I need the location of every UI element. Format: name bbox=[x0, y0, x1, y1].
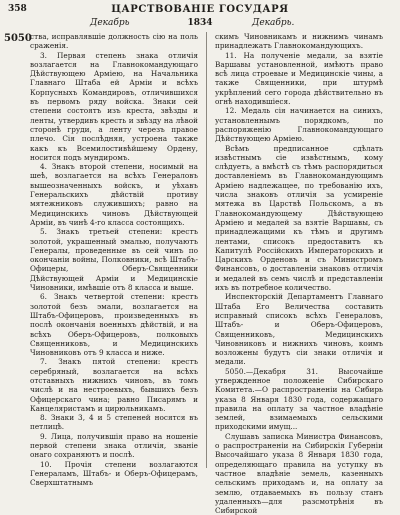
paragraph: 9. Лица, получившія право на ношеніе первой степени знака отличія, званіе онаго сохраняютъ и послѣ. bbox=[30, 431, 198, 460]
running-header bbox=[0, 4, 400, 16]
year: 1834 bbox=[187, 18, 213, 28]
paragraph: 5. Знакъ третьей степени: крестъ золотой, украшенный эмалью, получаютъ Генералы, проведенные въ сей чинъ по окончаніи войны, Полковники, всѣ Штабъ-Офицеры, Оберъ-Священники Дѣйствующей Арміи и Медицинскіе Чиновники, имѣвшіе отъ 8 класса и выше. bbox=[30, 227, 198, 293]
paragraph: Всѣмъ предписанное сдѣлать извѣстнымъ сіе извѣстнымъ, кому слѣдуетъ, а вмѣстѣ съ тѣмъ распорядиться доставленіемъ въ Главнокомандующимъ Арміею надлежащее, по требованію ихъ, числа знаковъ отличія за усмиреніе мятежа въ Царствѣ Польскомъ, а въ Главнокомандующему Дѣйствующею Арміею и медалей за взятіе Варшавы, съ принадлежащими къ тѣмъ и другимъ лентами, списокъ предоставитъ къ Капитулѣ Россійскихъ Императорскихъ и Царскихъ Орденовъ и съ Министромъ Финансовъ, о доставленіи знаковъ отличія и медалей въ семъ числѣ и представленіи ихъ въ потребное количество. bbox=[215, 143, 383, 293]
month-right: Декабрь. bbox=[252, 18, 295, 28]
paragraph: 7. Знакъ пятой степени: крестъ серебряный, возлагается на всѣхъ отставныхъ нижнихъ чиновъ, въ томъ числѣ и на нестроевыхъ, бывшихъ безъ Офицерскаго чина; равно Писарямъ и Канцеляристамъ и цирюльникамъ. bbox=[30, 357, 198, 413]
right-column bbox=[215, 32, 383, 515]
paragraph: скимъ Чиновникамъ и нижнимъ чинамъ принадлежатъ Главнокомандующихъ. bbox=[215, 32, 383, 51]
page-title: ЦАРСТВОВАНIЕ ГОСУДАРЯ bbox=[111, 4, 289, 15]
page-number: 358 bbox=[8, 4, 27, 14]
column-divider bbox=[206, 32, 207, 468]
paragraph: 4. Знакъ второй степени, носимый на шеѣ, возлагается на всѣхъ Генераловъ вышеозначенныхъ войскъ, и уѣхавъ Генеральскихъ дѣйствій противу мятежниковъ служившихъ; равно на Медицинскихъ чиновъ Дѣйствующей Арміи, въ чинѣ 4-го класса состоящихъ. bbox=[30, 162, 198, 227]
paragraph: 6. Знакъ четвертой степени: крестъ золотой безъ эмали, возлагается на Штабъ-Офицеровъ, произведенныхъ въ послѣ окончанія военныхъ дѣйствій, и на всѣхъ Оберъ-Офицеровъ, полковыхъ Священниковъ, и Медицинскихъ Чиновниковъ отъ 9 класса и ниже. bbox=[30, 292, 198, 358]
paragraph: 12. Медаль сія начинается на синихъ, установленнымъ порядкомъ, по распоряженію Главнокомандующаго Дѣйствующею Арміею. bbox=[215, 106, 383, 144]
paragraph: ства, исправлявшіе должность сію на поль сраженія. bbox=[30, 32, 198, 51]
paragraph: 3. Первая степень знака отличія возлагается на Главнокомандующаго Дѣйствующею Арміею, на Начальника Главнаго Штаба ей Арміи и всѣхъ Корпусныхъ Командировъ, отличившихся въ первомъ ряду войска. Знаки сей степени состоятъ изъ креста, звѣзды и ленты, утвердивъ кресть и звѣзду на лѣвой сторонѣ груди, а ленту черезъ правое плечо. Сія послѣдняя, устроена также какъ къ Всемилостивѣйшему Ордену, носится подъ мундиромъ. bbox=[30, 50, 198, 162]
paragraph: Инспекторскій Департаментъ Главнаго Штаба Его Величества составить исправный списокъ всѣхъ Генераловъ, Штабъ- и Оберъ-Офицеровъ, Священниковъ, Медицинскихъ Чиновниковъ и нижнихъ чиновъ, коимъ возложены будутъ сіи знаки отличія и медали. bbox=[215, 292, 383, 367]
paragraph: 11. На полученіе медали, за взятіе Варшавы установленной, имѣютъ право всѣ лица строевые и Медицинскіе чины, а также Священники, при штурмѣ укрѣплений сего города дѣйствительно въ огнѣ находившіеся. bbox=[215, 50, 383, 107]
paragraph: 8. Знаки 3, 4 и 5 степеней носятся въ петлицѣ. bbox=[30, 413, 198, 432]
month-left: Декабрь bbox=[90, 18, 130, 28]
left-column bbox=[30, 32, 198, 488]
date-line bbox=[0, 18, 400, 30]
decree-heading: 5050.—Декабря 31. Высочайше утвержденное положеніе Сибирскаго Комитета.—О распространеніи на Сибирь указа 8 Января 1830 года, содержащаго правила на оплату за частное владѣніе землей, взимаемыхъ сельскими приходскими имущ... bbox=[215, 366, 383, 432]
paragraph: 10. Прочія степени возлагаются Генераламъ, Штабъ- и Оберъ-Офицерамъ, Сверхштатнымъ bbox=[30, 459, 198, 488]
margin-number: 5050 bbox=[4, 33, 32, 44]
paragraph: Слушавъ записка Министра Финансовъ, о распространеніи на Сибирскія Губерніи Высочайшаго указа 8 Января 1830 года, определяющаго правила на уступку въ частное владѣніе земель, казенныхъ сельскимъ приходамъ и, на оплату за землю, отдаваемыхъ въ пользу станъ удаленныхъ—для разсмотрѣнія въ Сибирской bbox=[215, 431, 383, 515]
